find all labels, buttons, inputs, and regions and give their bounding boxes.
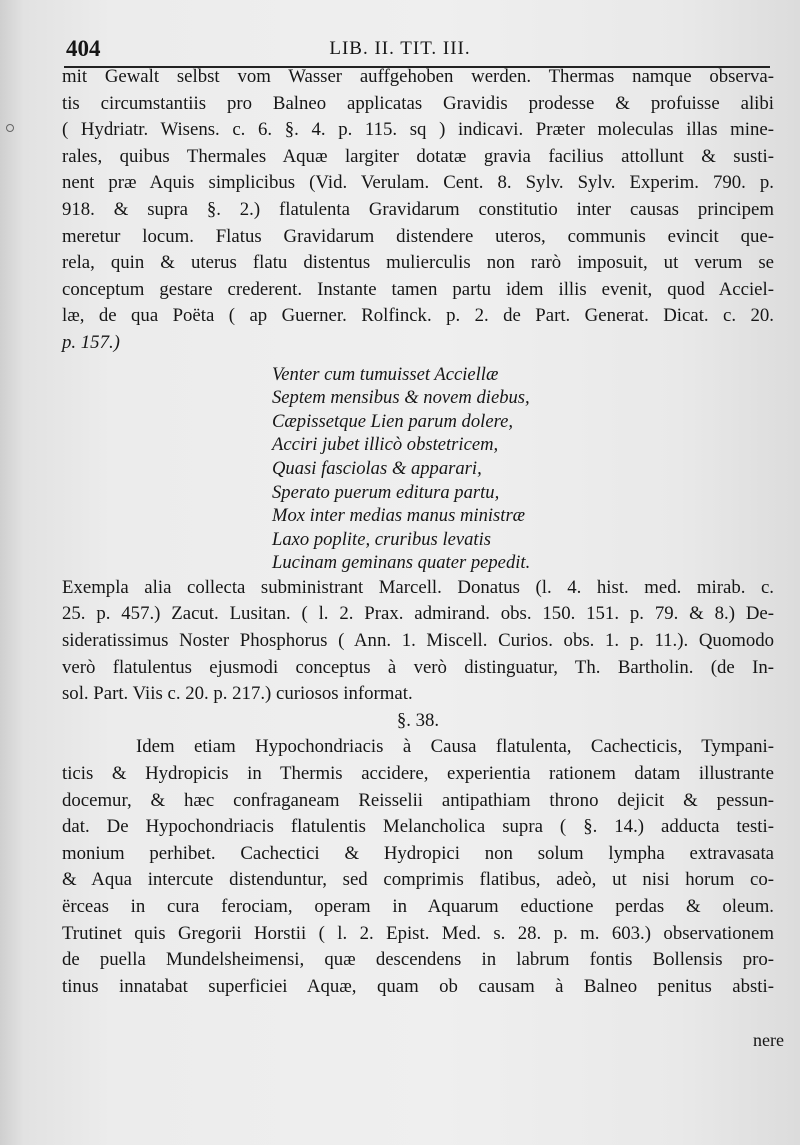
text-line: p. 157.) <box>62 331 120 353</box>
poem-line: Septem mensibus & novem diebus, <box>272 387 530 409</box>
text-line: verò flatulentus ejusmodi conceptus à verò distinguatur, Th. Bartholin. (de In- <box>62 656 774 678</box>
page-body <box>62 64 774 1000</box>
poem-line: Acciri jubet illicò obstetricem, <box>272 434 499 456</box>
text-line: monium perhibet. Cachectici & Hydropici non solum lympha extravasata <box>62 842 774 864</box>
section-heading: §. 38. <box>396 709 440 731</box>
text-line: sol. Part. Viis c. 20. p. 217.) curiosos informat. <box>62 683 413 705</box>
text-line: nent præ Aquis simplicibus (Vid. Verulam. Cent. 8. Sylv. Sylv. Experim. 790. p. <box>62 172 774 194</box>
text-line: læ, de qua Poëta ( ap Guerner. Rolfinck. p. 2. de Part. Generat. Dicat. c. 20. <box>62 305 774 327</box>
margin-spot <box>6 124 14 132</box>
text-line: de puella Mundelsheimensi, quæ descendens in labrum fontis Bollensis pro- <box>62 949 774 971</box>
poem-line: Quasi fasciolas & apparari, <box>272 457 482 479</box>
text-line: dat. De Hypochondriacis flatulentis Melancholica supra ( §. 14.) adducta testi- <box>62 816 774 838</box>
text-line: Exempla alia collecta subministrant Marcell. Donatus (l. 4. hist. med. mirab. c. <box>62 576 774 598</box>
catchword: nere <box>753 1030 784 1050</box>
poem-line: Lucinam geminans quater pepedit. <box>272 552 531 574</box>
text-line: rales, quibus Thermales Aquæ largiter dotatæ gravia facilius attollunt & susti- <box>62 145 774 167</box>
poem-line: Laxo poplite, cruribus levatis <box>272 528 491 550</box>
poem-line: Cæpissetque Lien parum dolere, <box>272 410 514 432</box>
text-line: ticis & Hydropicis in Thermis accidere, experientia rationem datam illustrante <box>62 763 774 785</box>
text-line: tis circumstantiis pro Balneo applicatas Gravidis prodesse & profuisse alibi <box>62 92 774 114</box>
text-line: Trutinet quis Gregorii Horstii ( l. 2. Epist. Med. s. 28. p. m. 603.) observationem <box>62 922 774 944</box>
text-line: 25. p. 457.) Zacut. Lusitan. ( l. 2. Prax. admirand. obs. 150. 151. p. 79. & 8.) De- <box>62 603 774 625</box>
poem-line: Mox inter medias manus ministræ <box>272 505 526 527</box>
text-line: meretur locum. Flatus Gravidarum distendere uteros, communis evincit que- <box>62 225 774 247</box>
text-line: mit Gewalt selbst vom Wasser auffgehoben werden. Thermas namque observa- <box>62 66 774 87</box>
running-title: LIB. II. TIT. III. <box>329 38 471 59</box>
text-line: 918. & supra §. 2.) flatulenta Gravidarum constitutio inter causas principem <box>62 198 774 220</box>
text-line: & Aqua intercute distenduntur, sed comprimis flatibus, adeò, ut nisi horum co- <box>62 869 774 891</box>
text-line: ( Hydriatr. Wisens. c. 6. §. 4. p. 115. sq ) indicavi. Præter moleculas illas mine- <box>62 119 774 141</box>
text-line: rela, quin & uterus flatu distentus mulierculis non rarò imposuit, ut verum se <box>62 252 774 274</box>
poem-line: Venter cum tumuisset Acciellæ <box>272 363 499 385</box>
text-line: ërceas in cura ferociam, operam in Aquarum eductione perdas & oleum. <box>62 896 774 917</box>
text-line: docemur, & hæc confraganeam Reisselii antipathiam throno dejicit & pessun- <box>62 789 774 811</box>
text-line: conceptum gestare crederent. Instante tamen partu idem illis evenit, quod Acciel- <box>62 278 774 300</box>
poem-line: Sperato puerum editura partu, <box>272 481 500 503</box>
text-line: sideratissimus Noster Phosphorus ( Ann. 1. Miscell. Curios. obs. 1. p. 11.). Quomodo <box>62 630 774 652</box>
text-line: Idem etiam Hypochondriacis à Causa flatulenta, Cachecticis, Tympani- <box>136 736 774 758</box>
page-number: 404 <box>66 36 101 61</box>
text-line: tinus innatabat superficiei Aquæ, quam ob causam à Balneo penitus absti- <box>62 975 774 997</box>
